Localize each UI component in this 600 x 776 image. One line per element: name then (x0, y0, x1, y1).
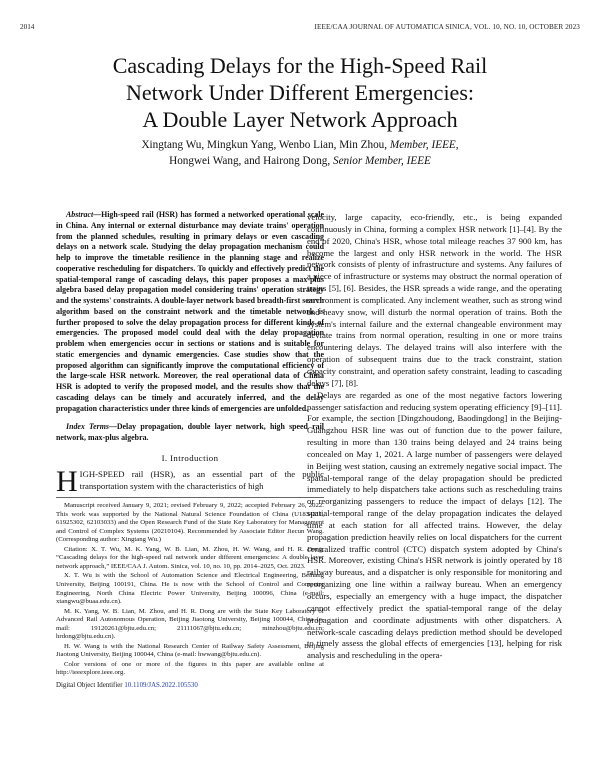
author-list (0, 137, 600, 169)
page-header (20, 23, 580, 35)
authors-line-2 (0, 153, 600, 169)
index-terms-text: —Delay propagation, double layer network, high speed rail network, max-plus algebra. (56, 422, 324, 442)
abstract (56, 210, 324, 414)
page-number: 2014 (20, 23, 35, 31)
authors-line-1 (0, 137, 600, 153)
authors-membership-2: Senior Member, IEEE (333, 155, 431, 167)
section-heading-introduction: I. Introduction (161, 452, 219, 463)
intro-text: IGH-SPEED rail (HSR), as an essential part of the public transportation system with the characteristics of high (79, 469, 324, 492)
body-paragraph-2: Delays are regarded as one of the most negative factors lowering passenger satisfaction and reducing system operating efficiency [9]–[11]. For example, the section [Dingzhoudong, Baodingdong] in the Beijing-Guangzhou HSR line was out of function due to the power failure, resulting in more than 130 trains being delayed and 24 trains being concealed on May 1, 2021. A large number of passengers were delayed in Beijing west station, causing an extremely negative social impact. The spatial-temporal range of the delay propagation should be predicted immediately to help dispatchers take actions such as rescheduling trains or reorganizing passengers to reduce the impact of delays [12]. The spatial-temporal range of the delay propagation indicates the delayed time at each station for all affected trains. However, the delay propagation prediction heavily relies on local dispatchers for the current centralized traffic control (CTC) dispatch system adopted by China's HSR. Moreover, existing China's HSR network is jointly operated by 18 railway bureaus, and a dispatcher is only responsible for monitoring and reorganizing one line within a railway bureau. When an emergency occurs, especially an emergency with a huge impact, the dispatcher cannot effectively predict the spatial-temporal range of the delay propagation and coordinate adjustments with other dispatchers. A network-scale cascading delays prediction method should be developed to timely assess the global effects of emergencies [13], helping for risk analysis and rescheduling in the opera- (307, 389, 562, 661)
authors-names-2: Hongwei Wang, and Hairong Dong, (169, 155, 331, 167)
footnote-color-versions: Color versions of one or more of the figures in this paper are available online at http://ieeexplore.ieee.org. (56, 660, 324, 677)
title-line-2: Network Under Different Emergencies: (125, 80, 474, 105)
footnote-divider (56, 497, 324, 498)
paper-title (0, 52, 600, 133)
title-line-3: A Double Layer Network Approach (142, 107, 458, 132)
title-line-1: Cascading Delays for the High-Speed Rail (112, 53, 488, 78)
footnote-affiliation-wu: X. T. Wu is with the School of Automation Science and Electrical Engineering, Beihang University, Beijing 100191, China. He is now with the School of Control and Computer Engineering, North China Electric Power University, Beijing 100096, China (e-mail: xtangwu@buaa.edu.cn). (56, 572, 324, 606)
doi-line (56, 680, 324, 692)
body-paragraph-1: velocity, large capacity, eco-friendly, etc., is being expanded continuously in China, forming a complex HSR network [1]–[4]. By the end of 2020, China's HSR, whose total mileage reaches 37 900 km, has become the largest and only HSR network in the world. The HSR network consists of plenty of infrastructure and systems. Any failures of a piece of infrastructure or systems may obstruct the normal operation of trains [5], [6]. Besides, the HSR spreads a wide range, and the operating environment is complicated. Any inclement weather, such as strong wind and heavy snow, will disturb the normal operation of trains. Both the system's internal failure and the external changeable environment may deviate trains from normal operation, resulting in one or more trains encountering delays. The delayed trains will also interfere with the operation of subsequent trains due to the track constraint, station capacity constraint, and operation safety constraint, leading to cascading delays [7], [8]. (307, 212, 562, 388)
drop-cap: H (56, 465, 78, 499)
footnote-manuscript: Manuscript received January 9, 2021; revised February 9, 2022; accepted February 26, 2022. This work was supported by the National Natural Science Foundation of China (U1834211, 61925302, 62103033) and the Open Research Fund of the State Key Laboratory for Management and Control of Complex Systems (20210104). Recommended by Associate Editor Jiecun Wang. (Corresponding author: Xingtang Wu.) (56, 502, 324, 544)
abstract-label: Abstract (66, 210, 94, 219)
abstract-text: —High-speed rail (HSR) has formed a networked operational scale in China. Any internal or external disturbance may deviate trains' operation from the planned schedules, resulting in primary delays or even cascading delays on a network scale. Studying the delay propagation mechanism could help to improve the timetable resilience in the planning stage and realize cooperative rescheduling for dispatchers. To quickly and effectively predict the spatial-temporal range of cascading delays, this paper proposes a max-plus algebra based delay propagation model considering trains' operation strategy and the systems' constraints. A double-layer network based breadth-first search algorithm based on the constraint network and the timetable network is further proposed to solve the delay propagation process for different kinds of emergencies. The proposed model could deal with the delay propagation problem when emergencies occur in sections or stations and is suitable for static emergencies and dynamic emergencies. Case studies show that the proposed algorithm can significantly improve the computational efficiency of the large-scale HSR network. Moreover, the real operational data of China HSR is adopted to verify the proposed model, and the results show that the cascading delays can be timely and accurately inferred, and the delay propagation characteristics under three kinds of emergencies are unfolded. (56, 210, 324, 413)
left-column (56, 210, 324, 692)
index-terms (56, 422, 324, 444)
footnote-citation: Citation: X. T. Wu, M. K. Yang, W. B. Lian, M. Zhou, H. W. Wang, and H. R. Dong, “Cascading delays for the high-speed rail network under different emergencies: A double layer network approach,” IEEE/CAA J. Autom. Sinica, vol. 10, no. 10, pp. 2014–2025, Oct. 2023. (56, 545, 324, 570)
index-terms-label: Index Terms (66, 422, 109, 432)
footnote-affiliation-wang: H. W. Wang is with the National Research Center of Railway Safety Assessment, Beijing Jiaotong University, Beijing 100044, China (e-mail: hwwang@bjtu.edu.cn). (56, 642, 324, 659)
journal-running-head: IEEE/CAA JOURNAL OF AUTOMATICA SINICA, VOL. 10, NO. 10, OCTOBER 2023 (314, 23, 580, 31)
authors-names-1: Xingtang Wu, Mingkun Yang, Wenbo Lian, Min Zhou, (141, 139, 388, 151)
intro-paragraph (56, 465, 324, 499)
authors-membership-1: Member, IEEE, (389, 139, 459, 151)
doi-label: Digital Object Identifier (56, 681, 123, 689)
right-column (307, 212, 562, 662)
doi-link[interactable]: 10.1109/JAS.2022.105530 (124, 681, 198, 689)
footnote-affiliation-yang: M. K. Yang, W. B. Lian, M. Zhou, and H. R. Dong are with the State Key Laboratory of Advanced Rail Autonomous Operation, Beijing Jiaotong University, Beijing 100044, China (e-mail: 19120261@bjtu.edu.cn; 21111067@bjtu.edu.cn; minzhou@bjtu.edu.cn; hrdong@bjtu.edu.cn). (56, 607, 324, 641)
